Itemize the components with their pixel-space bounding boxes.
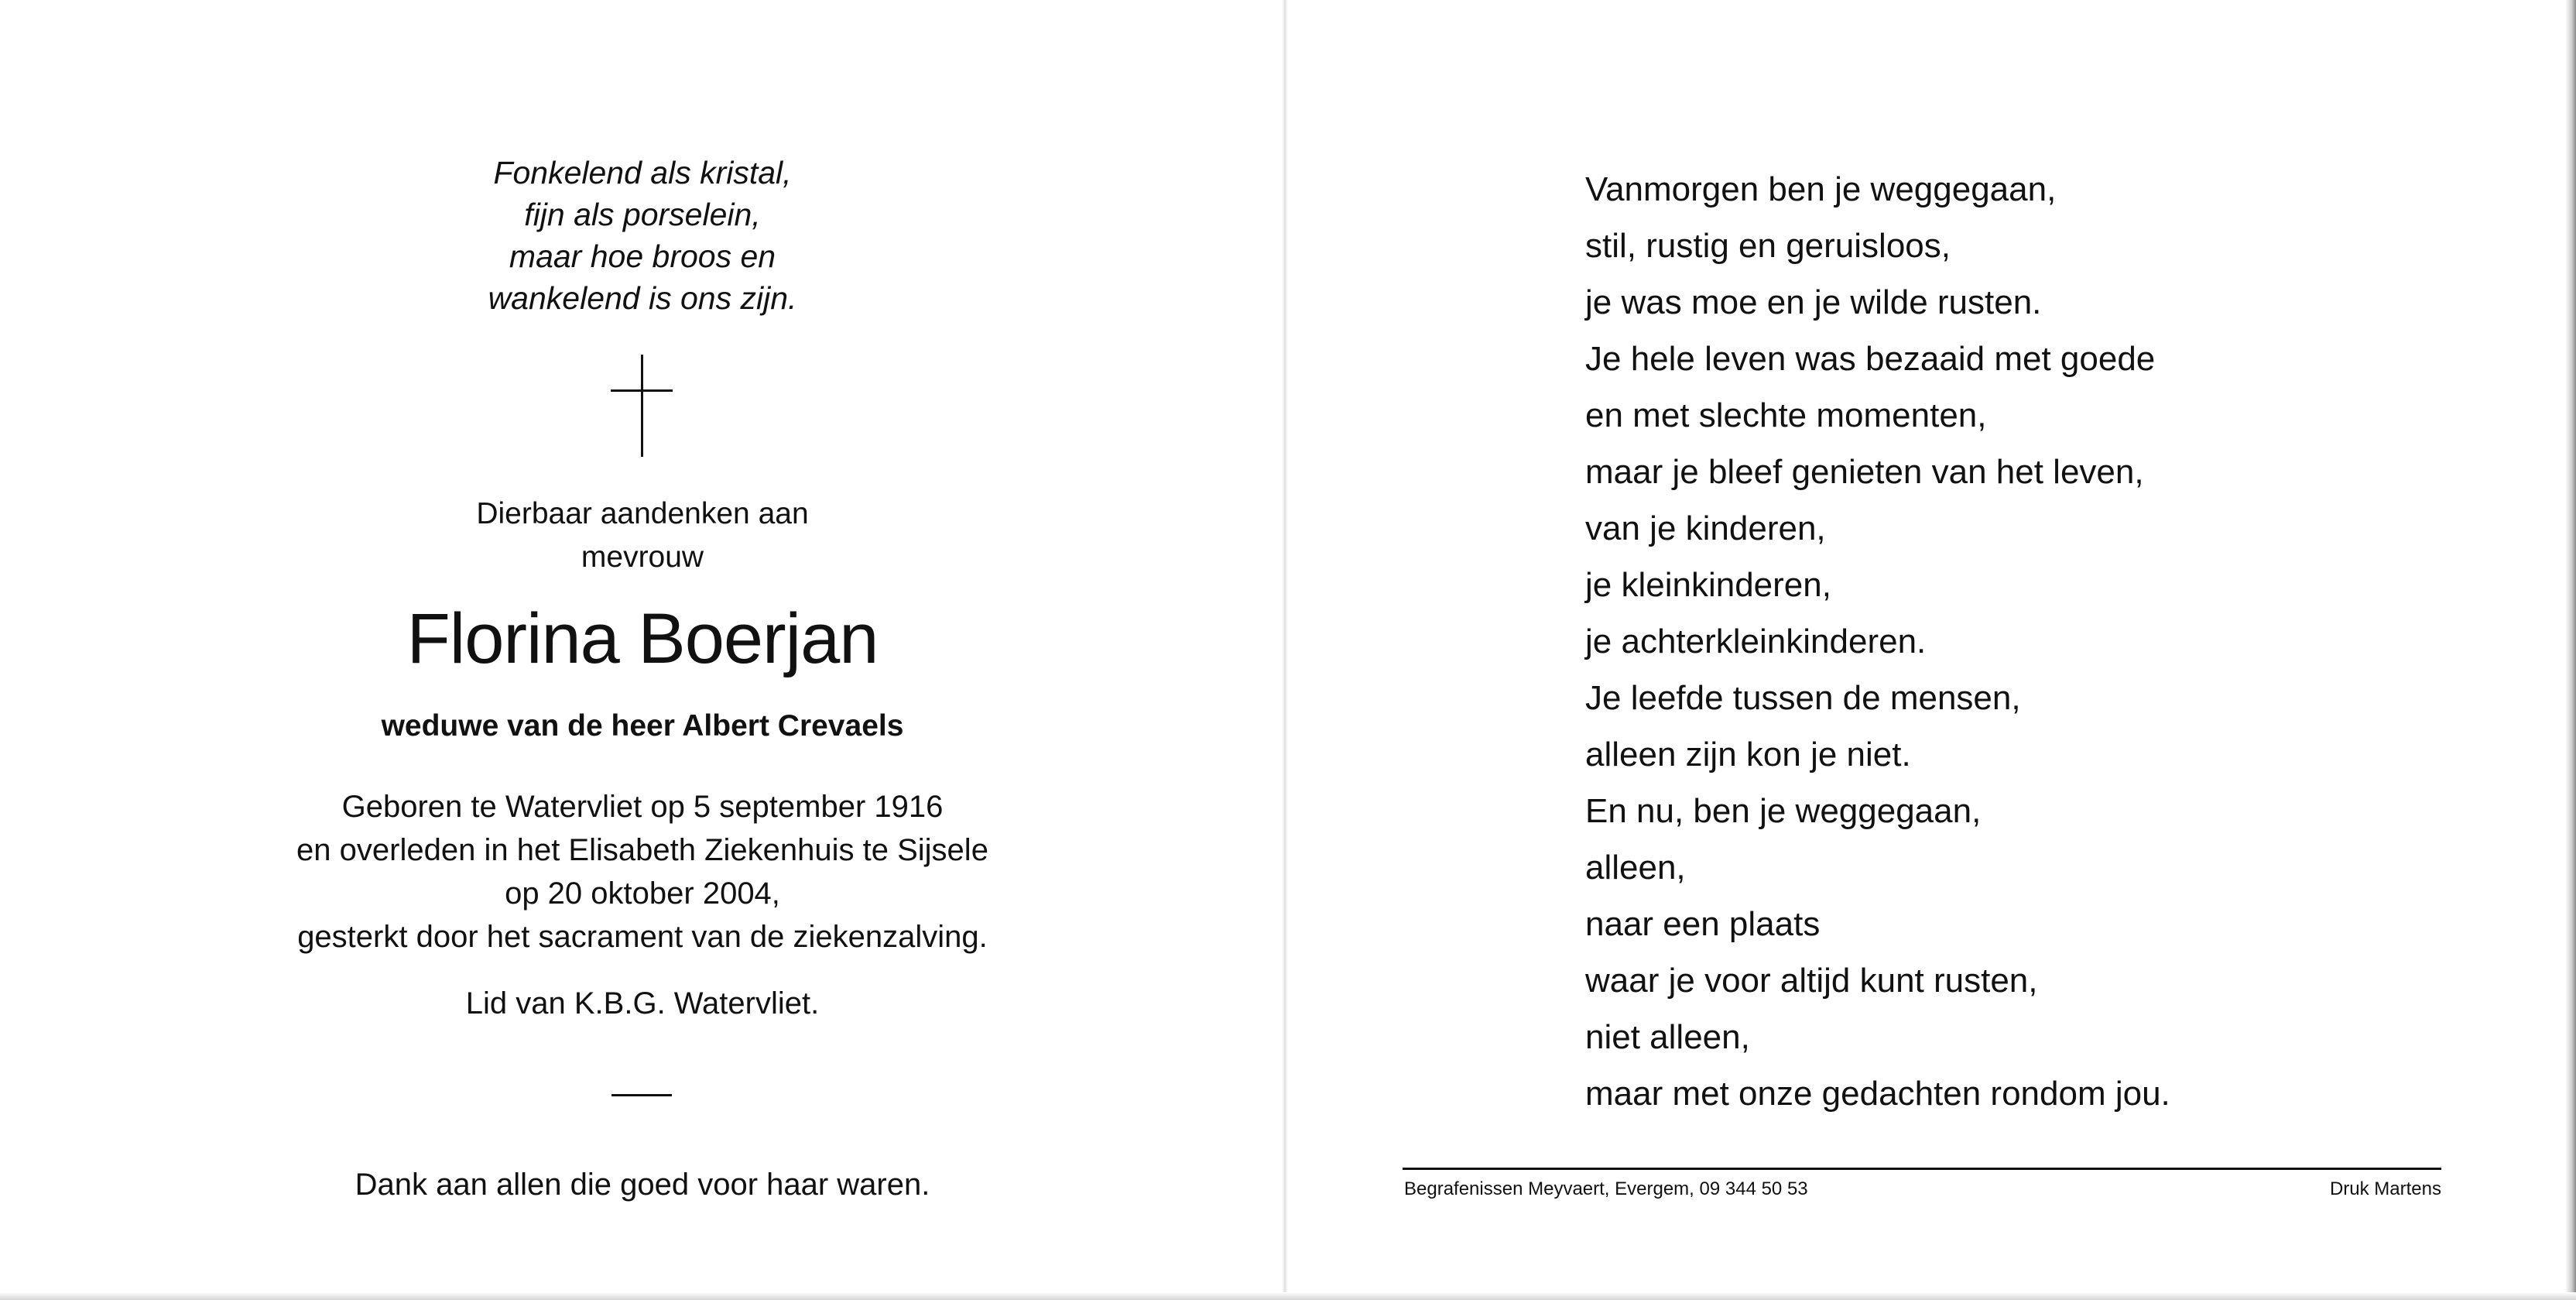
poem-line: alleen, — [1585, 849, 1686, 887]
thanks-line: Dank aan allen die goed voor haar waren. — [355, 1168, 930, 1202]
card-bottom-edge — [0, 1292, 2576, 1300]
birth-death-line: Geboren te Watervliet op 5 september 1916 — [341, 790, 944, 824]
motto-line: Fonkelend als kristal, — [493, 155, 792, 190]
footer-rule — [1403, 1168, 2441, 1170]
poem-line: stil, rustig en geruisloos, — [1585, 227, 1951, 265]
birth-death-line: gesterkt door het sacrament van de ziekenzalving. — [297, 920, 988, 954]
poem-line: je was moe en je wilde rusten. — [1585, 283, 2042, 321]
birth-death-line: en overleden in het Elisabeth Ziekenhuis te Sijsele — [296, 833, 988, 867]
poem-line: Je leefde tussen de mensen, — [1585, 679, 2021, 717]
motto-verse — [0, 152, 1285, 319]
cross-vertical-bar — [641, 355, 643, 457]
poem-line: je kleinkinderen, — [1585, 566, 1831, 604]
funeral-home-credit: Begrafenissen Meyvaert, Evergem, 09 344 50 53 — [1404, 1178, 1808, 1199]
memory-intro — [0, 492, 1285, 579]
widow-of-line: weduwe van de heer Albert Crevaels — [381, 709, 904, 743]
poem — [1585, 161, 2170, 1122]
poem-line: naar een plaats — [1585, 905, 1821, 943]
motto-line: maar hoe broos en — [509, 238, 776, 274]
printer-credit: Druk Martens — [2329, 1178, 2441, 1199]
poem-line: En nu, ben je weggegaan, — [1585, 792, 1982, 830]
motto-line: wankelend is ons zijn. — [488, 280, 797, 316]
poem-line: Je hele leven was bezaaid met goede — [1585, 340, 2156, 378]
memory-intro-line: mevrouw — [581, 540, 704, 574]
birth-death-details — [0, 785, 1285, 959]
poem-line: maar met onze gedachten rondom jou. — [1585, 1075, 2170, 1113]
poem-line: en met slechte momenten, — [1585, 396, 1987, 434]
card-right-edge — [2565, 0, 2576, 1300]
poem-line: je achterkleinkinderen. — [1585, 623, 1927, 660]
poem-line: Vanmorgen ben je weggegaan, — [1585, 170, 2057, 208]
cross-icon — [611, 355, 673, 457]
divider-rule — [611, 1094, 672, 1096]
membership-line: Lid van K.B.G. Watervliet. — [465, 986, 820, 1020]
poem-line: maar je bleef genieten van het leven, — [1585, 453, 2144, 491]
deceased-name: Florina Boerjan — [406, 599, 879, 678]
poem-line: van je kinderen, — [1585, 509, 1826, 547]
motto-line: fijn als porselein, — [524, 197, 761, 232]
poem-line: waar je voor altijd kunt rusten, — [1585, 962, 2038, 1000]
cross-horizontal-bar — [611, 389, 673, 392]
poem-line: alleen zijn kon je niet. — [1585, 736, 1911, 773]
memory-intro-line: Dierbaar aandenken aan — [476, 497, 809, 530]
poem-line: niet alleen, — [1585, 1018, 1750, 1056]
birth-death-line: op 20 oktober 2004, — [505, 876, 780, 911]
